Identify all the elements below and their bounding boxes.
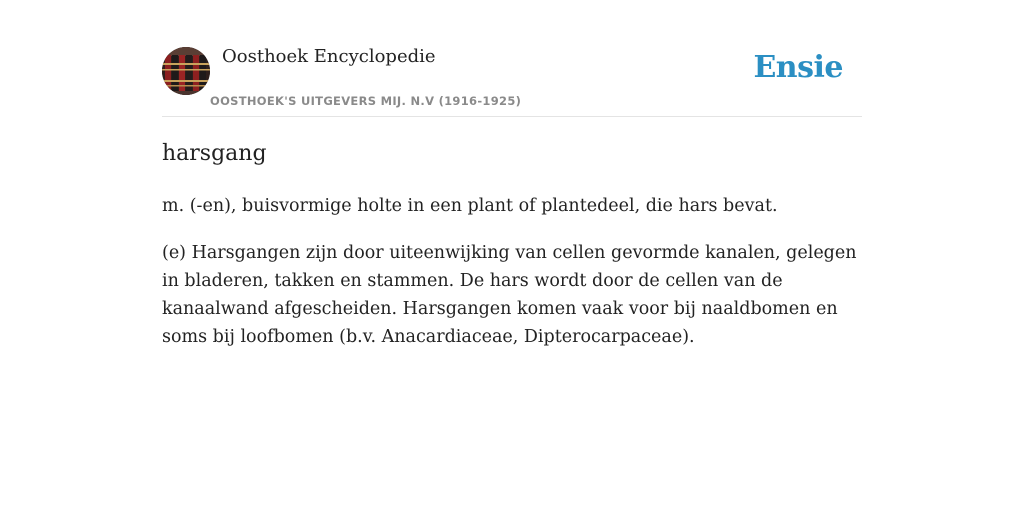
article (162, 136, 866, 351)
source-title[interactable]: Oosthoek Encyclopedie (222, 46, 436, 67)
explanation-text: (e) Harsgangen zijn door uiteenwijking van cellen gevormde kanalen, gelegen in bladeren, takken en stammen. De hars wordt door de cellen van de kanaalwand afgescheiden. Harsgangen komen vaak voor bij naaldbomen en soms bij loofbomen (b.v. Anacardiaceae, Dipterocarpaceae). (162, 243, 857, 347)
source-header (162, 40, 862, 117)
ensie-logo-link[interactable]: Ensie (753, 50, 843, 85)
page-title: harsgang (162, 141, 267, 166)
encyclopedia-books-icon[interactable] (162, 47, 210, 95)
source-subtitle: OOSTHOEK'S UITGEVERS MIJ. N.V (1916-1925) (210, 94, 522, 108)
definition-text: m. (-en), buisvormige holte in een plant of plantedeel, die hars bevat. (162, 196, 778, 216)
